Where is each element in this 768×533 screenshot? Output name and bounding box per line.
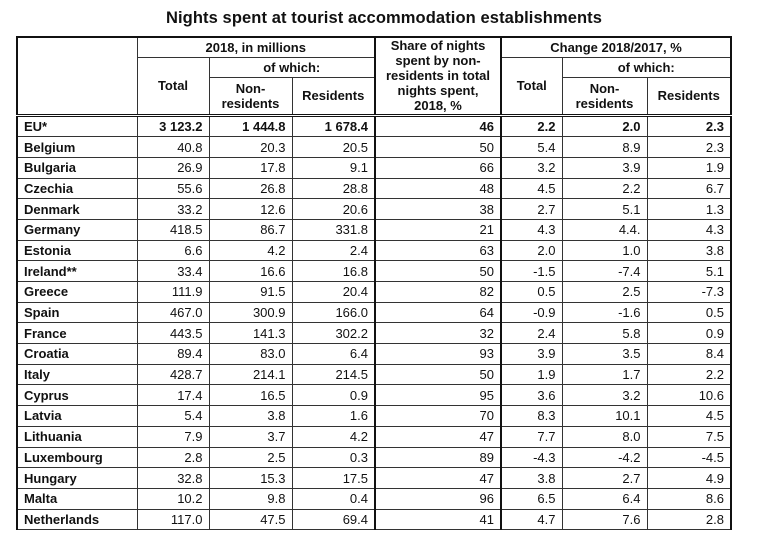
country-cell: Spain [17,302,137,323]
residents-header: Residents [292,77,375,115]
non-residents-cell: 214.1 [209,364,292,385]
total-cell: 111.9 [137,282,209,303]
total-header: Total [137,57,209,115]
non-residents-cell: 15.3 [209,468,292,489]
change-total-cell: 2.2 [501,115,562,137]
change-of-which-header: of which: [562,57,731,77]
change-total-header: Total [501,57,562,115]
change-non-residents-cell: 5.1 [562,199,647,220]
share-cell: 95 [375,385,501,406]
change-residents-cell: 3.8 [647,240,731,261]
change-non-residents-cell: 1.7 [562,364,647,385]
total-cell: 2.8 [137,447,209,468]
table-row [17,157,731,178]
change-residents-cell: 1.3 [647,199,731,220]
share-cell: 48 [375,178,501,199]
change-residents-cell: 2.3 [647,137,731,158]
change-total-cell: 6.5 [501,488,562,509]
non-residents-cell: 86.7 [209,219,292,240]
change-non-residents-cell: 2.5 [562,282,647,303]
total-cell: 32.8 [137,468,209,489]
change-total-cell: -4.3 [501,447,562,468]
change-total-cell: 2.0 [501,240,562,261]
change-total-cell: 3.9 [501,344,562,365]
residents-cell: 0.4 [292,488,375,509]
change-total-cell: 0.5 [501,282,562,303]
country-cell: Netherlands [17,509,137,530]
table-row [17,137,731,158]
change-non-residents-cell: 3.2 [562,385,647,406]
change-residents-cell: 1.9 [647,157,731,178]
share-header: Share of nights spent by non-residents in total nights spent, 2018, % [375,37,501,115]
group-header-2018: 2018, in millions [137,37,375,57]
change-residents-cell: -7.3 [647,282,731,303]
residents-cell: 2.4 [292,240,375,261]
non-residents-cell: 300.9 [209,302,292,323]
change-non-residents-cell: 10.1 [562,406,647,427]
residents-cell: 20.5 [292,137,375,158]
residents-cell: 20.4 [292,282,375,303]
residents-cell: 302.2 [292,323,375,344]
share-cell: 89 [375,447,501,468]
table-row [17,488,731,509]
table-row [17,344,731,365]
table-row [17,509,731,530]
table-row [17,240,731,261]
residents-cell: 4.2 [292,426,375,447]
share-cell: 21 [375,219,501,240]
country-cell: Italy [17,364,137,385]
non-residents-cell: 9.8 [209,488,292,509]
residents-cell: 0.3 [292,447,375,468]
non-residents-cell: 12.6 [209,199,292,220]
share-cell: 96 [375,488,501,509]
share-cell: 70 [375,406,501,427]
change-residents-cell: 4.9 [647,468,731,489]
change-non-residents-cell: 8.9 [562,137,647,158]
residents-cell: 6.4 [292,344,375,365]
share-cell: 41 [375,509,501,530]
residents-cell: 214.5 [292,364,375,385]
change-residents-cell: 6.7 [647,178,731,199]
change-residents-cell: -4.5 [647,447,731,468]
share-cell: 32 [375,323,501,344]
country-cell: Malta [17,488,137,509]
total-cell: 55.6 [137,178,209,199]
total-cell: 5.4 [137,406,209,427]
change-non-residents-cell: 4.4. [562,219,647,240]
total-cell: 10.2 [137,488,209,509]
change-non-residents-cell: 6.4 [562,488,647,509]
country-cell: Germany [17,219,137,240]
table-row [17,302,731,323]
non-residents-header [209,77,292,115]
non-residents-cell: 26.8 [209,178,292,199]
total-cell: 117.0 [137,509,209,530]
change-total-cell: 4.3 [501,219,562,240]
change-total-cell: 8.3 [501,406,562,427]
non-residents-cell: 83.0 [209,344,292,365]
table-row [17,447,731,468]
country-cell: Hungary [17,468,137,489]
total-cell: 33.4 [137,261,209,282]
change-residents-cell: 5.1 [647,261,731,282]
change-residents-cell: 8.4 [647,344,731,365]
change-non-residents-cell: 3.9 [562,157,647,178]
change-non-residents-cell: -7.4 [562,261,647,282]
country-cell: Luxembourg [17,447,137,468]
share-cell: 82 [375,282,501,303]
non-residents-cell: 20.3 [209,137,292,158]
total-cell: 17.4 [137,385,209,406]
change-total-cell: 4.5 [501,178,562,199]
change-total-cell: 3.8 [501,468,562,489]
change-total-cell: 7.7 [501,426,562,447]
change-non-residents-cell: 7.6 [562,509,647,530]
non-residents-label: Non-residents [221,80,280,111]
change-total-cell: 1.9 [501,364,562,385]
country-cell: Ireland** [17,261,137,282]
change-non-residents-header [562,77,647,115]
total-cell: 467.0 [137,302,209,323]
change-total-cell: -1.5 [501,261,562,282]
non-residents-cell: 3.7 [209,426,292,447]
residents-cell: 166.0 [292,302,375,323]
residents-cell: 331.8 [292,219,375,240]
non-residents-cell: 91.5 [209,282,292,303]
residents-cell: 28.8 [292,178,375,199]
share-cell: 50 [375,364,501,385]
table-row [17,426,731,447]
change-total-cell: 2.4 [501,323,562,344]
change-residents-cell: 4.5 [647,406,731,427]
non-residents-cell: 16.5 [209,385,292,406]
residents-cell: 0.9 [292,385,375,406]
change-non-residents-cell: 5.8 [562,323,647,344]
country-cell: Cyprus [17,385,137,406]
change-non-residents-label: Non-residents [575,80,634,111]
residents-cell: 20.6 [292,199,375,220]
change-residents-cell: 0.9 [647,323,731,344]
share-cell: 63 [375,240,501,261]
total-cell: 428.7 [137,364,209,385]
residents-cell: 9.1 [292,157,375,178]
total-cell: 418.5 [137,219,209,240]
share-cell: 47 [375,468,501,489]
country-cell: France [17,323,137,344]
change-residents-cell: 10.6 [647,385,731,406]
change-non-residents-cell: 1.0 [562,240,647,261]
non-residents-cell: 4.2 [209,240,292,261]
residents-cell: 69.4 [292,509,375,530]
country-cell: Denmark [17,199,137,220]
table-row [17,199,731,220]
non-residents-cell: 3.8 [209,406,292,427]
country-cell: Bulgaria [17,157,137,178]
change-total-cell: 5.4 [501,137,562,158]
of-which-header: of which: [209,57,375,77]
table-title: Nights spent at tourist accommodation establishments [165,9,603,27]
change-non-residents-cell: -1.6 [562,302,647,323]
table-row [17,323,731,344]
country-cell: Croatia [17,344,137,365]
country-cell: Greece [17,282,137,303]
table-row-eu [17,115,731,137]
change-total-cell: 2.7 [501,199,562,220]
table-row [17,282,731,303]
share-cell: 50 [375,261,501,282]
non-residents-cell: 47.5 [209,509,292,530]
change-residents-header: Residents [647,77,731,115]
group-header-change: Change 2018/2017, % [501,37,731,57]
total-cell: 443.5 [137,323,209,344]
change-non-residents-cell: 8.0 [562,426,647,447]
non-residents-cell: 17.8 [209,157,292,178]
table-row [17,178,731,199]
country-cell: Estonia [17,240,137,261]
table-row [17,406,731,427]
share-cell: 64 [375,302,501,323]
change-total-cell: 4.7 [501,509,562,530]
change-residents-cell: 2.8 [647,509,731,530]
change-total-cell: 3.2 [501,157,562,178]
residents-cell: 1 678.4 [292,115,375,137]
non-residents-cell: 1 444.8 [209,115,292,137]
table-row [17,261,731,282]
change-residents-cell: 7.5 [647,426,731,447]
change-non-residents-cell: 2.2 [562,178,647,199]
share-cell: 66 [375,157,501,178]
table-row [17,385,731,406]
table-row [17,364,731,385]
table-body [17,115,731,530]
change-residents-cell: 0.5 [647,302,731,323]
residents-cell: 16.8 [292,261,375,282]
change-residents-cell: 4.3 [647,219,731,240]
country-cell: Lithuania [17,426,137,447]
country-header [17,37,137,115]
total-cell: 7.9 [137,426,209,447]
change-residents-cell: 8.6 [647,488,731,509]
country-cell: Belgium [17,137,137,158]
total-cell: 6.6 [137,240,209,261]
country-cell: EU* [17,115,137,137]
table-row [17,219,731,240]
non-residents-cell: 16.6 [209,261,292,282]
change-non-residents-cell: 2.7 [562,468,647,489]
residents-cell: 17.5 [292,468,375,489]
table-row [17,468,731,489]
country-cell: Latvia [17,406,137,427]
change-total-cell: -0.9 [501,302,562,323]
share-cell: 38 [375,199,501,220]
total-cell: 40.8 [137,137,209,158]
share-cell: 93 [375,344,501,365]
change-non-residents-cell: 3.5 [562,344,647,365]
share-cell: 50 [375,137,501,158]
nights-spent-table [16,36,732,530]
non-residents-cell: 141.3 [209,323,292,344]
change-non-residents-cell: -4.2 [562,447,647,468]
country-cell: Czechia [17,178,137,199]
change-residents-cell: 2.2 [647,364,731,385]
residents-cell: 1.6 [292,406,375,427]
share-cell: 47 [375,426,501,447]
change-total-cell: 3.6 [501,385,562,406]
non-residents-cell: 2.5 [209,447,292,468]
change-non-residents-cell: 2.0 [562,115,647,137]
share-cell: 46 [375,115,501,137]
total-cell: 26.9 [137,157,209,178]
total-cell: 33.2 [137,199,209,220]
change-residents-cell: 2.3 [647,115,731,137]
total-cell: 3 123.2 [137,115,209,137]
total-cell: 89.4 [137,344,209,365]
